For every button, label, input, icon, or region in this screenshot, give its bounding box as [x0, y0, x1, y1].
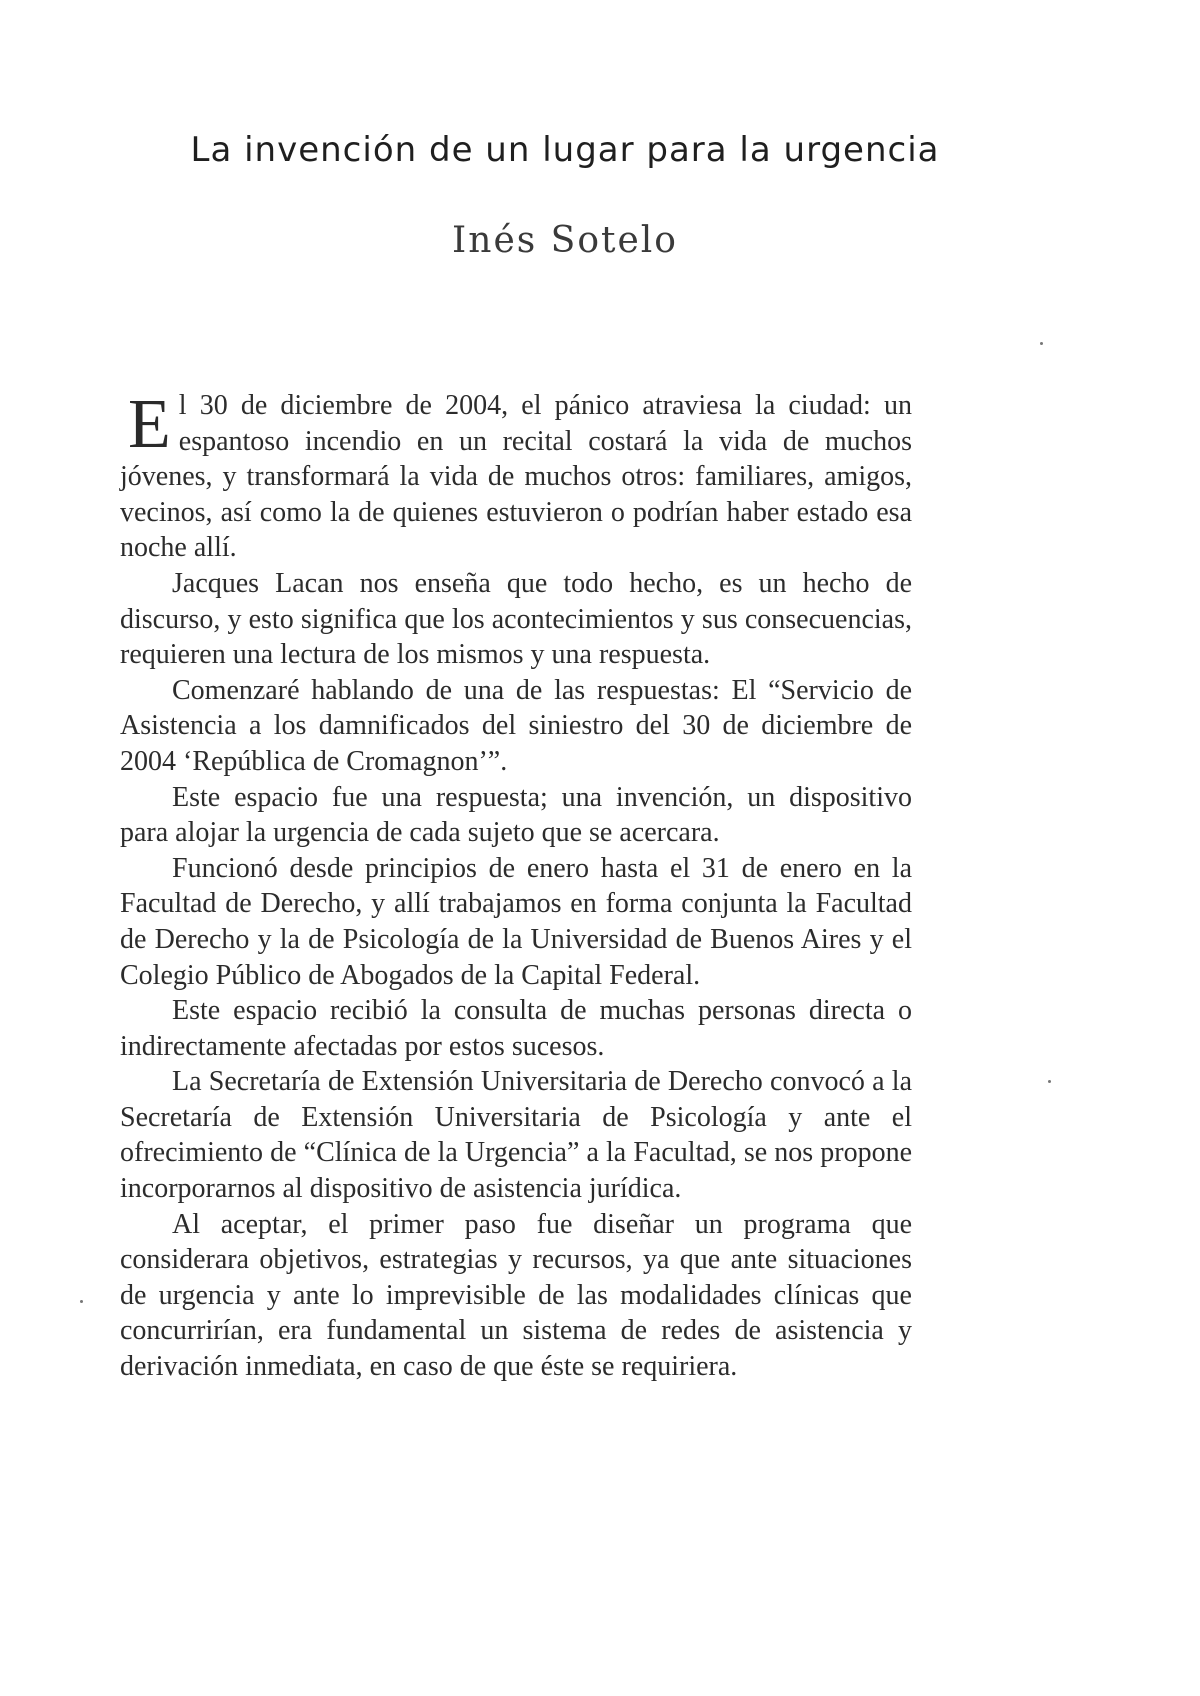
paragraph-4: Este espacio fue una respuesta; una invención, un dispositivo para alojar la urgencia de cada sujeto que se acercara.: [120, 781, 912, 849]
body-text: [120, 388, 912, 1385]
drop-cap: E: [128, 386, 171, 463]
paragraph-8: Al aceptar, el primer paso fue diseñar un programa que considerara objetivos, estrategias y recursos, ya que ante situaciones de urgencia y ante lo imprevisible de las modalidades clínicas que concurrirían, era fundamental un sistema de redes de asistencia y derivación inmediata, en caso de que éste se requiriera.: [120, 1208, 912, 1383]
author-name: Inés Sotelo: [452, 220, 678, 261]
scan-speck: [80, 1300, 83, 1303]
paragraph-1-text: l 30 de diciembre de 2004, el pánico atraviesa la ciudad: un espantoso incendio en un recital costará la vida de muchos jóvenes, y transformará la vida de muchos otros: familiares, amigos, vecinos, así como la de quienes estuvieron o podrían haber estado esa noche allí.: [120, 390, 912, 564]
paragraph-1: [120, 388, 912, 566]
paragraph-6: Este espacio recibió la consulta de muchas personas directa o indirectamente afectadas por estos sucesos.: [120, 995, 912, 1062]
paragraph-7: La Secretaría de Extensión Universitaria de Derecho convocó a la Secretaría de Extensión Universitaria de Psicología y ante el ofrecimiento de “Clínica de la Urgencia” a la Facultad, se nos propone incorporarnos al dispositivo de asistencia jurídica.: [120, 1066, 912, 1205]
paragraph-2: Jacques Lacan nos enseña que todo hecho, es un hecho de discurso, y esto significa que los acontecimientos y sus consecuencias, requieren una lectura de los mismos y una respuesta.: [120, 567, 912, 671]
scan-speck: [1048, 1080, 1051, 1083]
paragraph-5: Funcionó desde principios de enero hasta el 31 de enero en la Facultad de Derecho, y allí trabajamos en forma conjunta la Facultad de Derecho y la de Psicología de la Universidad de Buenos Aires y el Colegio Público de Abogados de la Capital Federal.: [120, 852, 912, 991]
chapter-title: La invención de un lugar para la urgencia: [190, 130, 940, 170]
paragraph-3: Comenzaré hablando de una de las respuestas: El “Servicio de Asistencia a los damnificados del siniestro del 30 de diciembre de 2004 ‘República de Cromagnon’”.: [120, 674, 912, 777]
scan-speck: [1040, 342, 1043, 345]
